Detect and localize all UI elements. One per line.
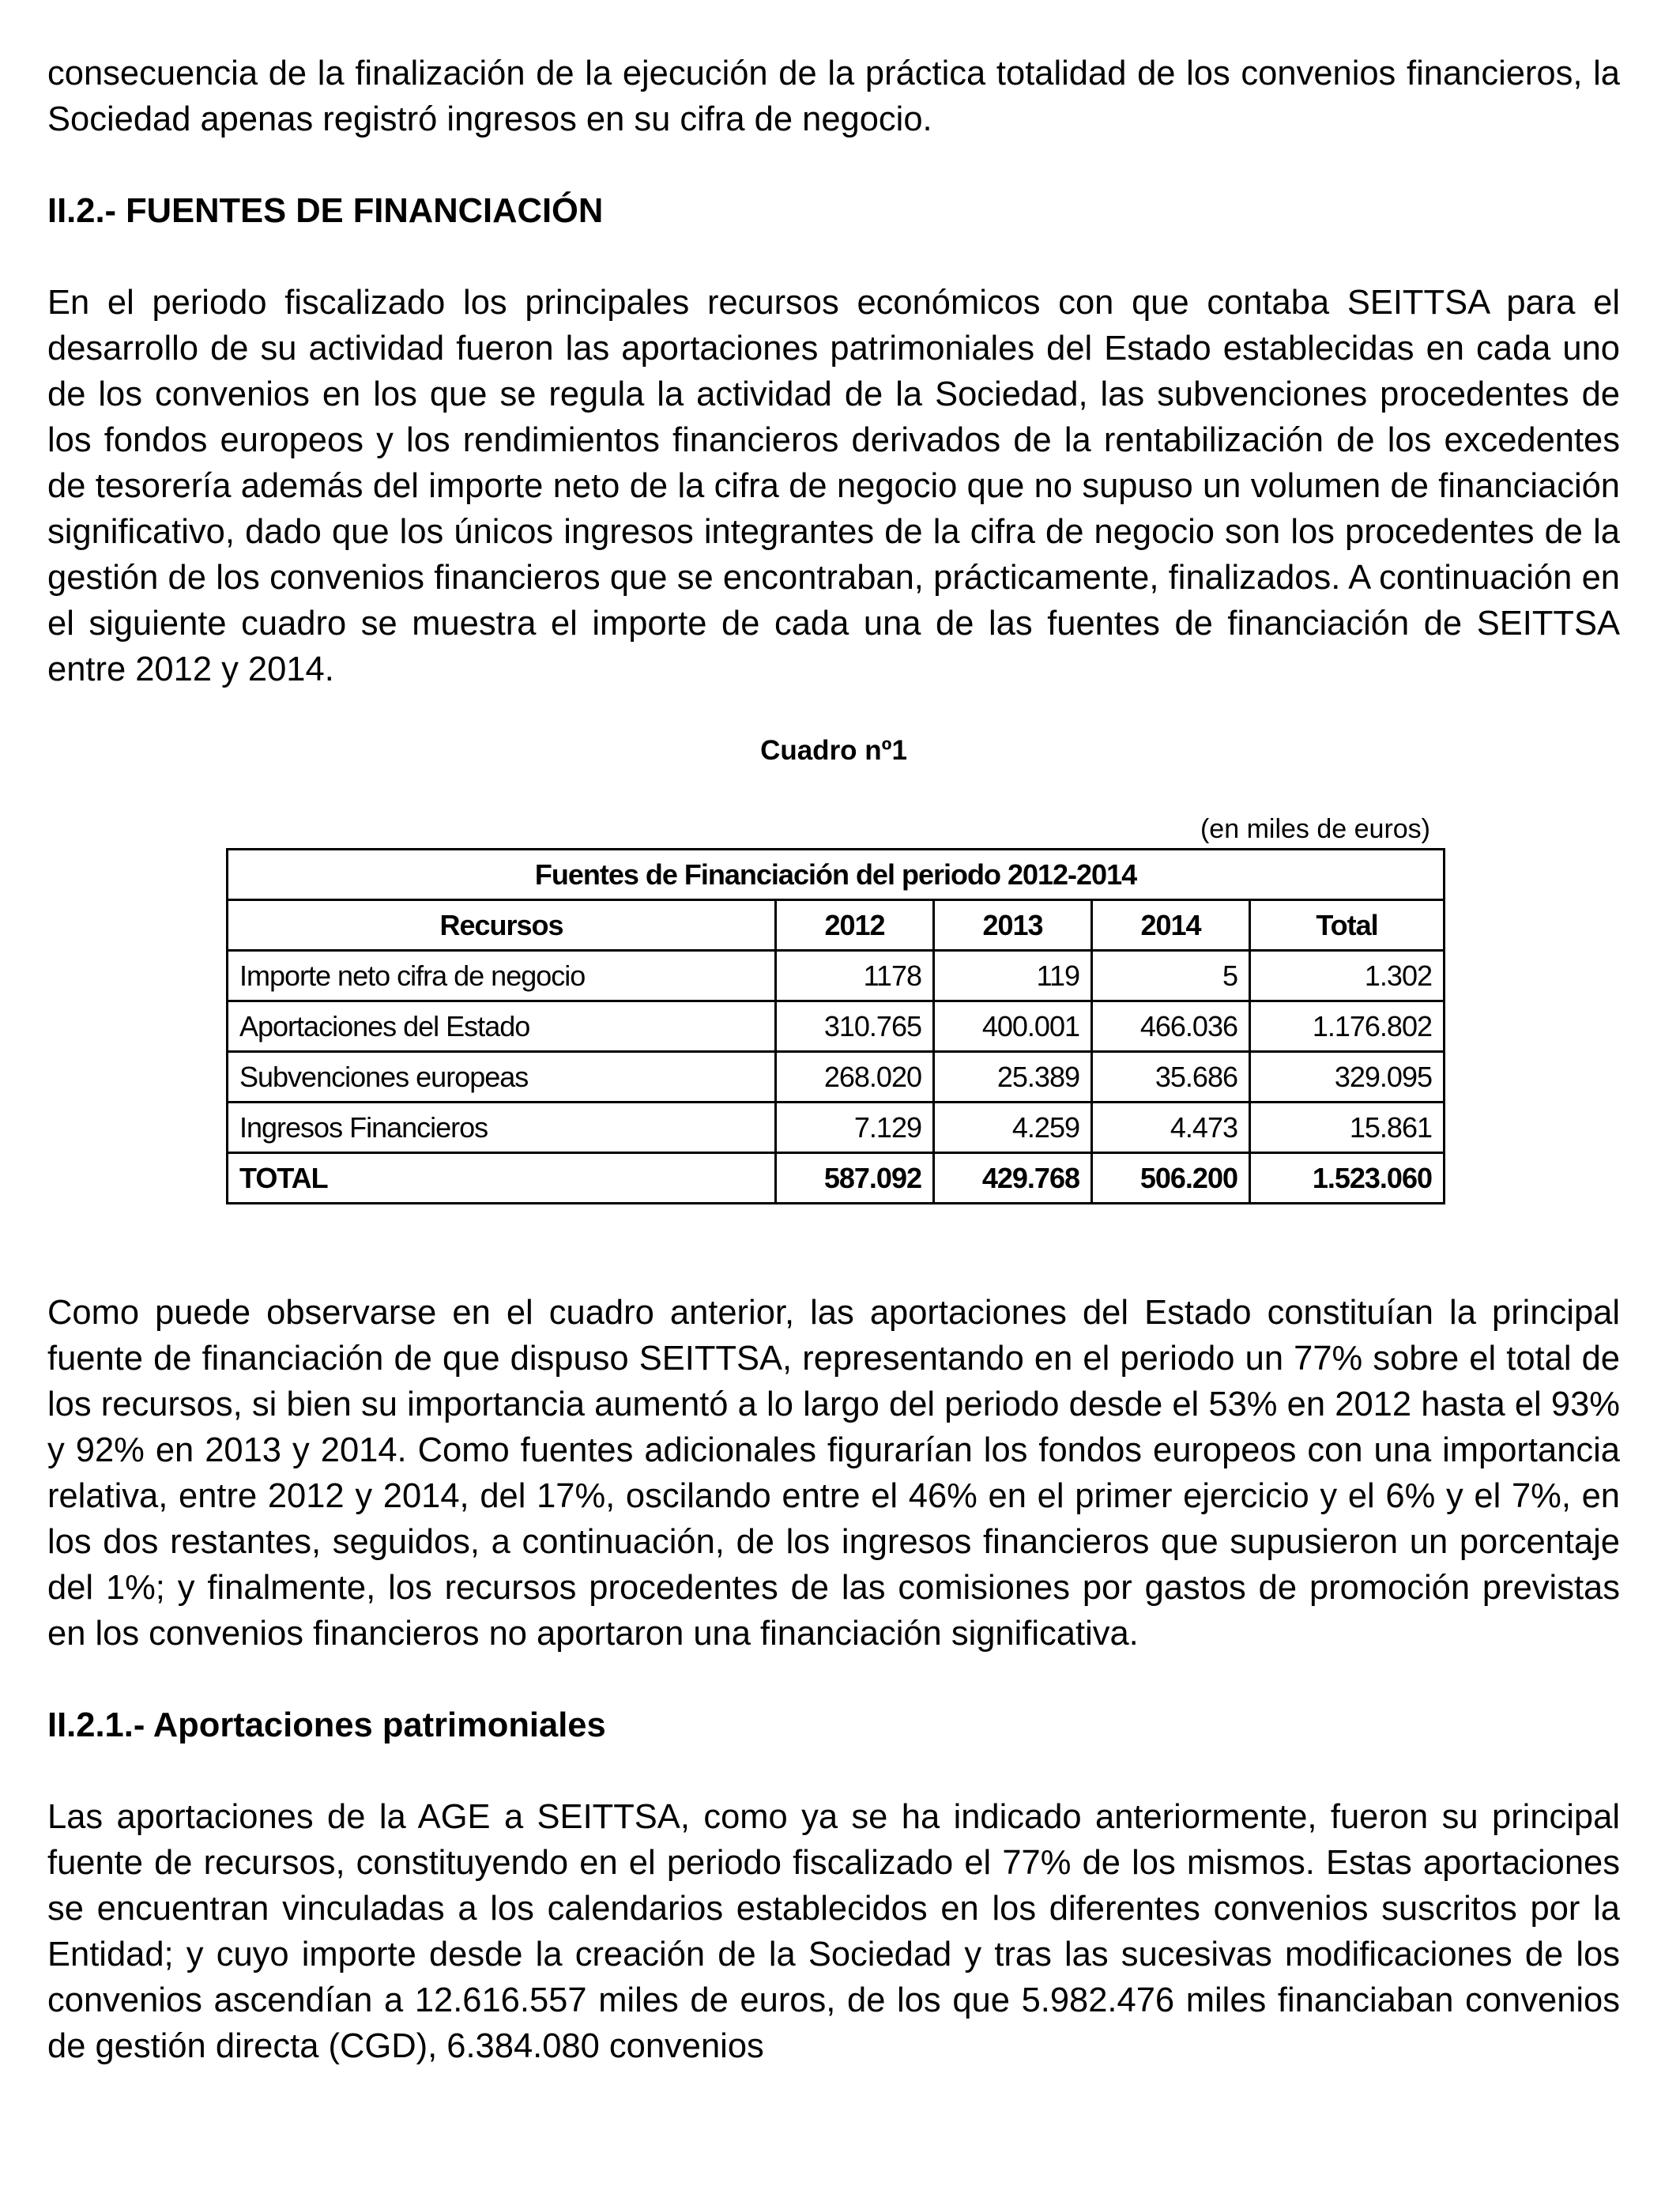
row-label: Ingresos Financieros [228,1103,776,1153]
total-2014: 506.200 [1092,1153,1250,1204]
cell-total: 1.176.802 [1250,1001,1445,1052]
column-header-2014: 2014 [1092,900,1250,951]
column-header-recursos: Recursos [228,900,776,951]
row-label: Aportaciones del Estado [228,1001,776,1052]
table-row [228,1001,1445,1052]
cell-2012: 7.129 [776,1103,934,1153]
cell-2013: 400.001 [934,1001,1092,1052]
cell-2013: 119 [934,951,1092,1001]
table-total-row [228,1153,1445,1204]
funding-table [226,848,1445,1204]
total-2013: 429.768 [934,1153,1092,1204]
funding-sources-paragraph: En el periodo fiscalizado los principales recursos económicos con que contaba SEITTSA para el desarrollo de su actividad fueron las aportaciones patrimoniales del Estado establecidas en cada uno de los convenios en los que se regula la actividad de la Sociedad, las subvenciones procedentes de los fondos europeos y los rendimientos financieros derivados de la rentabilización de los excedentes de tesorería además del importe neto de la cifra de negocio que no supuso un volumen de financiación significativo, dado que los únicos ingresos integrantes de la cifra de negocio son los procedentes de la gestión de los convenios financieros que se encontraban, prácticamente, finalizados. A continuación en el siguiente cuadro se muestra el importe de cada una de las fuentes de financiación de SEITTSA entre 2012 y 2014. [47,284,1620,688]
table-units-note: (en miles de euros) [1200,814,1430,844]
table-row [228,1052,1445,1103]
table-row [228,951,1445,1001]
column-header-2013: 2013 [934,900,1092,951]
cell-2012: 310.765 [776,1001,934,1052]
cell-total: 329.095 [1250,1052,1445,1103]
cell-2014: 4.473 [1092,1103,1250,1153]
row-label: Subvenciones europeas [228,1052,776,1103]
table-row [228,1103,1445,1153]
analysis-paragraph: Como puede observarse en el cuadro anterior, las aportaciones del Estado constituían la principal fuente de financiación de que dispuso SEITTSA, representando en el periodo un 77% sobre el total de los recursos, si bien su importancia aumentó a lo largo del periodo desde el 53% en 2012 hasta el 93% y 92% en 2013 y 2014. Como fuentes adicionales figurarían los fondos europeos con una importancia relativa, entre 2012 y 2014, del 17%, oscilando entre el 46% en el primer ejercicio y el 6% y el 7%, en los dos restantes, seguidos, a continuación, de los ingresos financieros que supusieron un porcentaje del 1%; y finalmente, los recursos procedentes de las comisiones por gastos de promoción previstas en los convenios financieros no aportaron una financiación significativa. [47,1294,1620,1653]
cell-2014: 466.036 [1092,1001,1250,1052]
cell-2013: 25.389 [934,1052,1092,1103]
total-label: TOTAL [228,1153,776,1204]
aportaciones-paragraph: Las aportaciones de la AGE a SEITTSA, como ya se ha indicado anteriormente, fueron su principal fuente de recursos, constituyendo en el periodo fiscalizado el 77% de los mismos. Estas aportaciones se encuentran vinculadas a los calendarios establecidos en los diferentes convenios suscritos por la Entidad; y cuyo importe desde la creación de la Sociedad y tras las sucesivas modificaciones de los convenios ascendían a 12.616.557 miles de euros, de los que 5.982.476 miles financiaban convenios de gestión directa (CGD), 6.384.080 convenios [47,1798,1620,2065]
intro-paragraph: consecuencia de la finalización de la ejecución de la práctica totalidad de los convenios financieros, la Sociedad apenas registró ingresos en su cifra de negocio. [47,55,1620,138]
column-header-2012: 2012 [776,900,934,951]
cell-2013: 4.259 [934,1103,1092,1153]
table-caption: Cuadro nº1 [760,735,907,766]
cell-total: 1.302 [1250,951,1445,1001]
row-label: Importe neto cifra de negocio [228,951,776,1001]
table-title: Fuentes de Financiación del periodo 2012-2014 [228,850,1445,900]
cell-2014: 5 [1092,951,1250,1001]
section-heading-aportaciones: II.2.1.- Aportaciones patrimoniales [47,1706,606,1744]
total-2012: 587.092 [776,1153,934,1204]
cell-2012: 1178 [776,951,934,1001]
funding-table-block [226,814,1443,1204]
cell-2012: 268.020 [776,1052,934,1103]
section-heading-fuentes: II.2.- FUENTES DE FINANCIACIÓN [47,192,604,230]
document-page [47,51,1620,2069]
cell-total: 15.861 [1250,1103,1445,1153]
total-total: 1.523.060 [1250,1153,1445,1204]
cell-2014: 35.686 [1092,1052,1250,1103]
column-header-total: Total [1250,900,1445,951]
table-title-row [228,850,1445,900]
table-header-row [228,900,1445,951]
